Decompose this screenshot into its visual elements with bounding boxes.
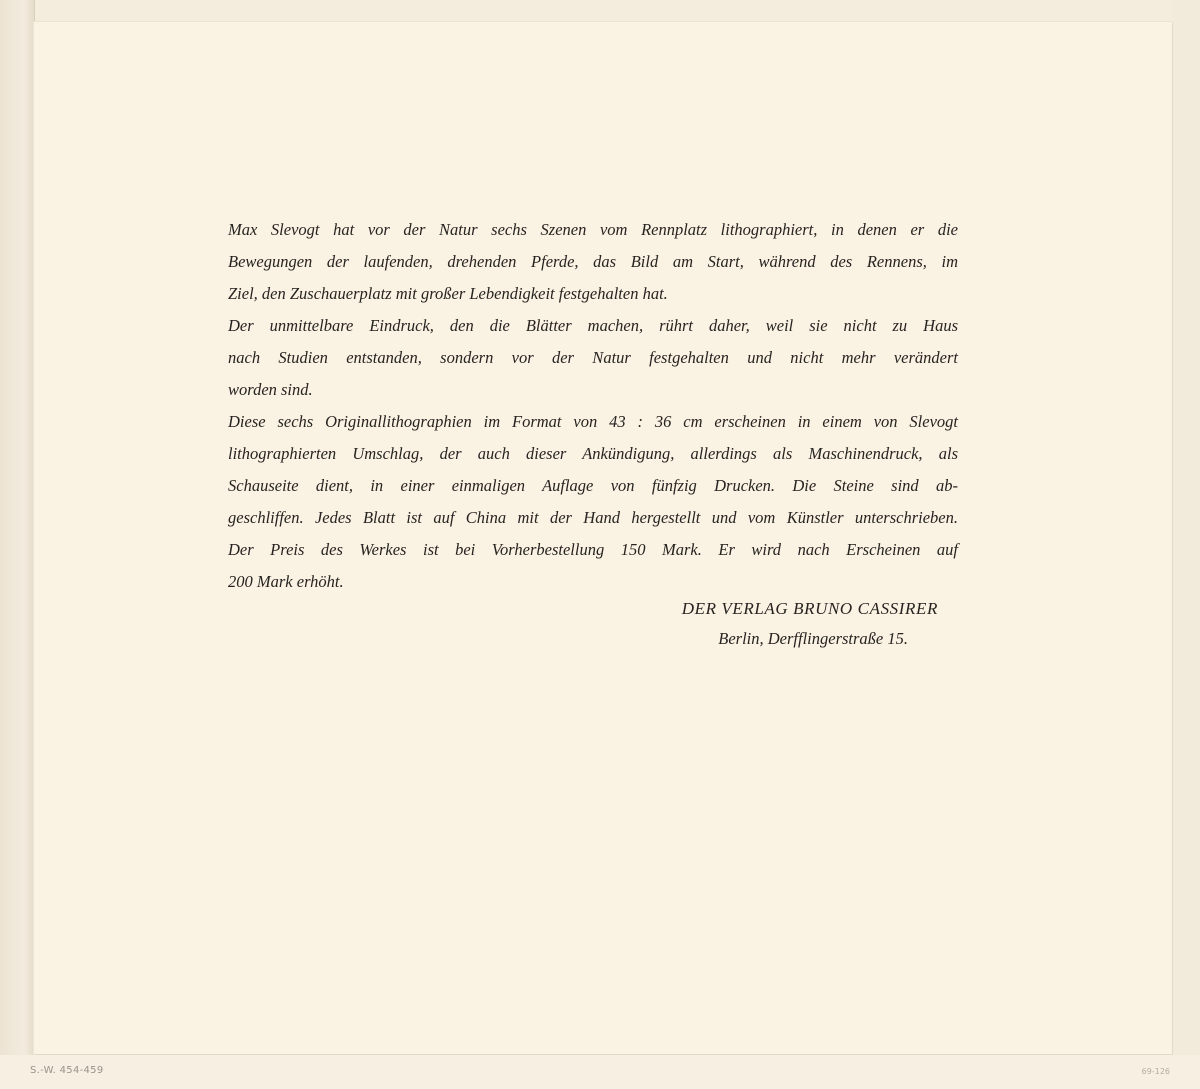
text-line: geschliffen. Jedes Blatt ist auf China mit der Hand hergestellt und vom Künstler unterschrieben. [228, 508, 958, 527]
text-line: Der unmittelbare Eindruck, den die Blätter machen, rührt daher, weil sie nicht zu Haus [228, 316, 958, 335]
text-line: worden sind. [228, 380, 313, 399]
right-margin [1172, 0, 1200, 1089]
bottom-margin [0, 1055, 1200, 1089]
catalog-number-left: S.-W. 454-459 [30, 1065, 104, 1076]
catalog-number-right: 69-126 [1141, 1067, 1170, 1076]
announcement-text [228, 214, 958, 598]
text-line: nach Studien entstanden, sondern vor der Natur festgehalten und nicht mehr verändert [228, 348, 958, 367]
text-line: Diese sechs Originallithographien im Format von 43 : 36 cm erscheinen in einem von Slevogt [228, 412, 958, 431]
text-line: Bewegungen der laufenden, drehenden Pferde, das Bild am Start, während des Rennens, im [228, 252, 958, 271]
publisher-address: Berlin, Derfflingerstraße 15. [718, 629, 908, 648]
publisher-name: DER VERLAG BRUNO CASSIRER [681, 599, 938, 618]
left-page-edge [0, 0, 35, 1055]
text-line: 200 Mark erhöht. [228, 572, 344, 591]
text-line: Schauseite dient, in einer einmaligen Auflage von fünfzig Drucken. Die Steine sind ab- [228, 476, 958, 495]
top-margin [34, 0, 1200, 22]
text-line: Der Preis des Werkes ist bei Vorherbestellung 150 Mark. Er wird nach Erscheinen auf [228, 540, 958, 559]
publisher-signature [560, 594, 938, 654]
text-line: Max Slevogt hat vor der Natur sechs Szenen vom Rennplatz lithographiert, in denen er die [228, 220, 958, 239]
text-line: Ziel, den Zuschauerplatz mit großer Lebendigkeit festgehalten hat. [228, 284, 668, 303]
text-line: lithographierten Umschlag, der auch dieser Ankündigung, allerdings als Maschinendruck, als [228, 444, 958, 463]
